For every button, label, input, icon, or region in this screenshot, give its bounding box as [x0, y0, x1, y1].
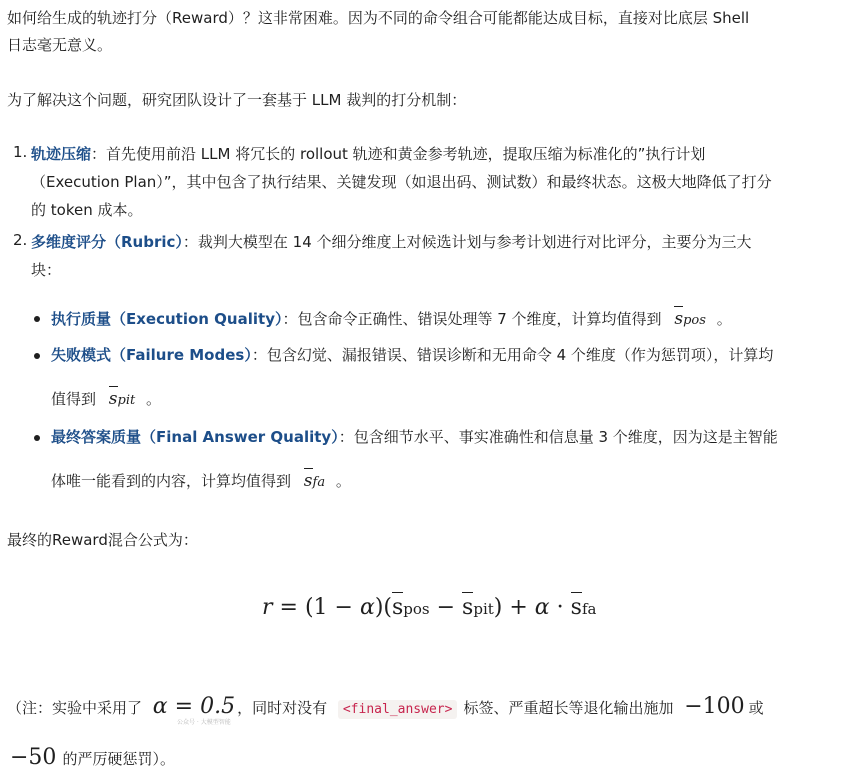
sub-item-execution: 执行质量（Execution Quality）：包含命令正确性、错误处理等 7 个维度，计算均值得到 spos 。	[51, 309, 732, 329]
sub-item-answer-line-1	[51, 426, 778, 447]
bullet-dot-1	[34, 316, 40, 322]
note-line-1: （注：实验中采用了 α = 0.5 ，同时对没有 <final_answer> 标签、严重超长等退化输出施加 −100 或	[7, 694, 764, 719]
list-item-2-line-1	[31, 231, 752, 252]
note-line-2: −50 的严厉硬惩罚）。	[10, 745, 175, 770]
reward-formula: r = (1 − α)(spos − spit) + α · sfa	[262, 595, 597, 620]
sub-item-execution-title: 执行质量（Execution Quality）	[51, 310, 283, 328]
list-item-1-line-1	[31, 143, 705, 164]
bullet-dot-2	[34, 353, 40, 359]
list-item-1-text: ：首先使用前沿 LLM 将冗长的 rollout 轨迹和黄金参考轨迹，提取压缩为标准化的”执行计划	[91, 145, 706, 163]
list-item-2-text: ：裁判大模型在 14 个细分维度上对候选计划与参考计划进行对比评分，主要分为三大	[182, 233, 752, 251]
sub-item-failure-text: ：包含幻觉、漏报错误、错误诊断和无用命令 4 个维度（作为惩罚项），计算均	[251, 346, 774, 364]
sub-item-answer-line-2: 体唯一能看到的内容，计算均值得到 sfa 。	[51, 471, 351, 491]
s-pos-symbol: spos	[674, 309, 706, 329]
penalty-100: −100	[684, 694, 745, 719]
watermark: 公众号 · 大模型智能	[177, 719, 231, 726]
sub-item-answer-title: 最终答案质量（Final Answer Quality）	[51, 428, 339, 446]
list-number-1: 1.	[13, 143, 28, 161]
intro-line-2: 日志毫无意义。	[7, 36, 113, 54]
penalty-50: −50	[10, 745, 57, 770]
bullet-dot-3	[34, 435, 40, 441]
list-item-1-line-2: （Execution Plan）”，其中包含了执行结果、关键发现（如退出码、测试数）和最终状态。这极大地降低了打分	[31, 173, 772, 191]
s-fa-symbol: sfa	[303, 471, 326, 491]
sub-item-answer-text: ：包含细节水平、事实准确性和信息量 3 个维度，因为这是主智能	[338, 428, 778, 446]
list-number-2: 2.	[13, 231, 28, 249]
list-item-2-title: 多维度评分（Rubric）	[31, 233, 183, 251]
sub-item-failure-title: 失败模式（Failure Modes）	[51, 346, 252, 364]
final-answer-tag: <final_answer>	[338, 700, 458, 719]
intro-line-1: 如何给生成的轨迹打分（Reward）？这非常困难。因为不同的命令组合可能都能达成目标，直接对比底层 Shell	[7, 9, 750, 27]
sub-item-failure-line-1	[51, 344, 773, 365]
sub-item-execution-text: ：包含命令正确性、错误处理等 7 个维度，计算均值得到	[282, 310, 662, 328]
sub-item-failure-line-2: 值得到 spit 。	[51, 389, 162, 409]
alpha-value: α = 0.5	[152, 694, 236, 719]
reward-formula-intro: 最终的Reward混合公式为：	[7, 531, 198, 549]
s-pit-symbol: spit	[108, 389, 136, 409]
list-item-2-line-2: 块：	[31, 261, 62, 279]
mechanism-intro: 为了解决这个问题，研究团队设计了一套基于 LLM 裁判的打分机制：	[7, 91, 467, 109]
list-item-1-line-3: 的 token 成本。	[31, 201, 143, 219]
list-item-1-title: 轨迹压缩	[31, 145, 92, 163]
